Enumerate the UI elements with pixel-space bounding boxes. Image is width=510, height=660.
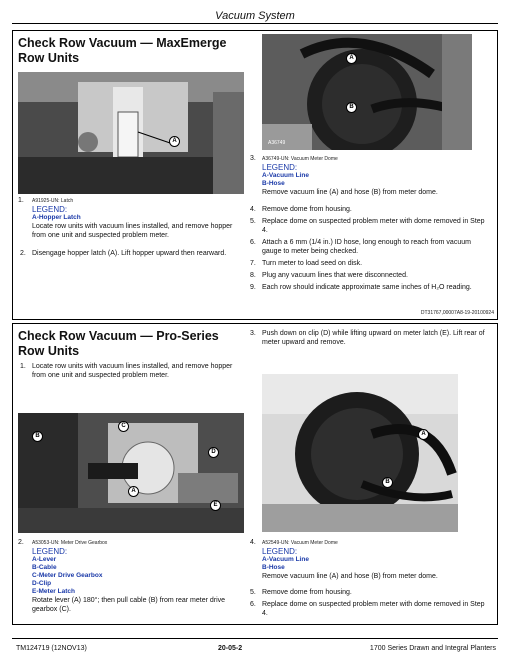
fig2-caption: A53053-UN: Meter Drive Gearbox bbox=[32, 540, 108, 546]
step-number: 5. bbox=[250, 589, 256, 596]
step-text: Locate row units with vacuum lines installed, and remove hopper from one unit and suspected problem meter. bbox=[32, 363, 233, 379]
callout-d: D bbox=[208, 447, 219, 458]
callout-a: A bbox=[128, 486, 139, 497]
step-number: 3. bbox=[250, 330, 256, 337]
fig1-legend-item: A-Hopper Latch bbox=[32, 214, 81, 221]
fig2-text: Rotate lever (A) 180°; then pull cable (B) from rear meter drive gearbox (C). bbox=[32, 597, 226, 613]
callout-a: A bbox=[418, 429, 429, 440]
callout-b: B bbox=[346, 102, 357, 113]
section1-title: Check Row Vacuum — MaxEmerge Row Units bbox=[18, 36, 227, 65]
meter-drive-gearbox-photo bbox=[18, 413, 244, 533]
page-header-title: Vacuum System bbox=[215, 10, 295, 22]
s1-step-2-text: Disengage hopper latch (A). Lift hopper upward then rearward. bbox=[32, 250, 227, 257]
section2-title: Check Row Vacuum — Pro-Series Row Units bbox=[18, 329, 219, 358]
fig4-legend-title: LEGEND: bbox=[262, 547, 298, 556]
fig4-legend-item-b: B-Hose bbox=[262, 564, 285, 571]
fig4-number: 4. bbox=[250, 539, 256, 546]
latch-photo-drawing bbox=[18, 72, 244, 194]
fig3-legend-item-a: A-Vacuum Line bbox=[262, 172, 309, 179]
step-text: Push down on clip (D) while lifting upward on meter latch (E). Lift rear of meter upward and remove. bbox=[262, 330, 485, 346]
s1-step-2-number: 2. bbox=[20, 250, 26, 257]
step-number: 4. bbox=[250, 206, 256, 213]
step-text: Plug any vacuum lines that were disconnected. bbox=[262, 272, 408, 279]
step-text: Replace dome on suspected problem meter with dome removed in Step 4. bbox=[262, 218, 485, 234]
vacuum-meter-dome-drawing-2 bbox=[262, 374, 458, 532]
fig1-number: 1. bbox=[18, 197, 24, 204]
fig3-legend-title: LEGEND: bbox=[262, 163, 298, 172]
callout-b: B bbox=[382, 477, 393, 488]
fig2-legend-title: LEGEND: bbox=[32, 547, 68, 556]
step-text: Each row should indicate approximate same inches of H₂O reading. bbox=[262, 284, 472, 291]
step-number: 5. bbox=[250, 218, 256, 225]
step-text: Replace dome on suspected problem meter with dome removed in Step 4. bbox=[262, 601, 485, 617]
fig3-caption: A36749-UN: Vacuum Meter Dome bbox=[262, 156, 338, 162]
vacuum-meter-dome-photo-2 bbox=[262, 374, 458, 532]
fig2-legend-item-b: B-Cable bbox=[32, 564, 57, 571]
fig2-legend-item-e: E-Meter Latch bbox=[32, 588, 75, 595]
fig3-number: 3. bbox=[250, 155, 256, 162]
step-number: 8. bbox=[250, 272, 256, 279]
fig4-caption: A52549-UN: Vacuum Meter Dome bbox=[262, 540, 338, 546]
header-rule bbox=[12, 23, 498, 24]
fig3-legend-item-b: B-Hose bbox=[262, 180, 285, 187]
fig1-caption: A91925-UN: Latch bbox=[32, 198, 74, 204]
step-text: Remove dome from housing. bbox=[262, 206, 352, 213]
callout-a: A bbox=[169, 136, 180, 147]
footer-page-number: 20-05-2 bbox=[218, 645, 243, 652]
step-text: Turn meter to load seed on disk. bbox=[262, 260, 363, 267]
step-number: 9. bbox=[250, 284, 256, 291]
fig3-text: Remove vacuum line (A) and hose (B) from meter dome. bbox=[262, 189, 438, 196]
footer-manual-title: 1700 Series Drawn and Integral Planters bbox=[369, 645, 496, 652]
doc-id: DT31767,00007A8-19-20100924 bbox=[420, 310, 494, 316]
fig1-text: Locate row units with vacuum lines installed, and remove hopper from one unit and suspected problem meter. bbox=[32, 223, 233, 239]
footer-rule bbox=[12, 638, 498, 639]
fig4-text: Remove vacuum line (A) and hose (B) from meter dome. bbox=[262, 573, 438, 580]
photo-id-label: A36749 bbox=[268, 140, 286, 146]
step-number: 6. bbox=[250, 601, 256, 608]
footer-doc-number: TM124719 (12NOV13) bbox=[16, 645, 87, 652]
callout-a: A bbox=[346, 53, 357, 64]
fig2-legend-item-d: D-Clip bbox=[32, 580, 52, 587]
step-text: Remove dome from housing. bbox=[262, 589, 352, 596]
fig2-legend-item-c: C-Meter Drive Gearbox bbox=[32, 572, 103, 579]
callout-e: E bbox=[210, 500, 221, 511]
step-number: 7. bbox=[250, 260, 256, 267]
fig4-legend-item-a: A-Vacuum Line bbox=[262, 556, 309, 563]
fig1-legend-title: LEGEND: bbox=[32, 205, 68, 214]
fig2-legend-item-a: A-Lever bbox=[32, 556, 57, 563]
fig2-number: 2. bbox=[18, 539, 24, 546]
callout-b: B bbox=[32, 431, 43, 442]
step-text: Attach a 6 mm (1/4 in.) ID hose, long enough to reach from vacuum gauge to meter being checked. bbox=[262, 239, 471, 255]
step-number: 1. bbox=[20, 363, 26, 370]
callout-c: C bbox=[118, 421, 129, 432]
step-number: 6. bbox=[250, 239, 256, 246]
vacuum-meter-dome-photo bbox=[262, 34, 472, 150]
latch-photo bbox=[18, 72, 244, 194]
vacuum-meter-dome-drawing bbox=[262, 34, 472, 150]
gearbox-drawing bbox=[18, 413, 244, 533]
